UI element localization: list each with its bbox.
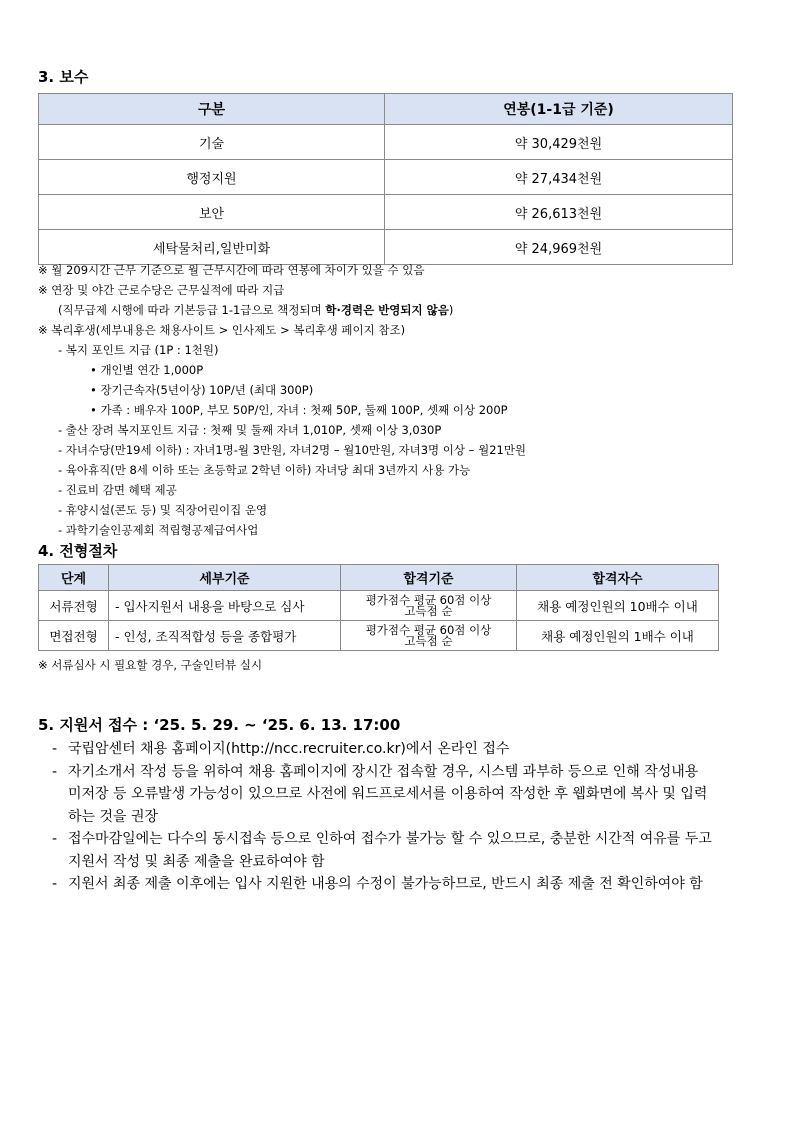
list-item: - 접수마감일에는 다수의 동시접속 등으로 인하여 접수가 불가능 할 수 있으므로, 충분한 시간적 여유를 두고 지원서 작성 및 최종 제출을 완료하여야 함 [52, 831, 712, 870]
header-detail: 세부기준 [109, 565, 341, 591]
list-item-text: 자기소개서 작성 등을 위하여 채용 홈페이지에 장시간 접속할 경우, 시스템 과부하 등으로 인해 작성내용 미저장 등 오류발생 가능성이 있으므로 사전에 워드프로세서를 이용하여 작성한 후 웹화면에 복사 및 입력하는 것을 권장 [68, 763, 708, 825]
list-item: - 지원서 최종 제출 이후에는 입사 지원한 내용의 수정이 불가능하므로, 반드시 최종 제출 전 확인하여야 함 [52, 876, 703, 892]
note-emphasis: 학·경력은 반영되지 않음 [325, 303, 449, 317]
benefit-item: - 출산 장려 복지포인트 지급 : 첫째 및 둘째 자녀 1,010P, 셋째 이상 3,030P [58, 423, 442, 437]
header-salary: 연봉(1-1급 기준) [385, 94, 733, 125]
note-text: ) [448, 303, 454, 317]
salary-notes [38, 260, 526, 540]
cell-stage: 면접전형 [39, 621, 109, 651]
cell-detail: - 입사지원서 내용을 바탕으로 심사 [109, 591, 341, 621]
section-4-title: 4. 전형절차 [38, 542, 118, 560]
cell-detail: - 인성, 조직적합성 등을 종합평가 [109, 621, 341, 651]
table-row [39, 160, 733, 195]
cell-count: 채용 예정인원의 1배수 이내 [517, 621, 719, 651]
header-count: 합격자수 [517, 565, 719, 591]
cell-category: 보안 [39, 195, 385, 230]
criteria-line: 고득점 순 [404, 633, 453, 648]
header-criteria: 합격기준 [341, 565, 517, 591]
benefit-item: - 진료비 감면 혜택 제공 [58, 483, 177, 497]
cell-criteria [341, 621, 517, 651]
benefit-subitem: • 가족 : 배우자 100P, 부모 50P/인, 자녀 : 첫째 50P, 둘째 100P, 셋째 이상 200P [90, 403, 508, 417]
header-category: 구분 [39, 94, 385, 125]
cell-category: 기술 [39, 125, 385, 160]
list-item-text: 접수마감일에는 다수의 동시접속 등으로 인하여 접수가 불가능 할 수 있으므로, 충분한 시간적 여유를 두고 지원서 작성 및 최종 제출을 완료하여야 함 [68, 831, 712, 870]
cell-salary: 약 26,613천원 [385, 195, 733, 230]
criteria-line: 고득점 순 [404, 603, 453, 618]
table-row [39, 591, 719, 621]
salary-table [38, 93, 733, 265]
list-item: - 국립암센터 채용 홈페이지(http://ncc.recruiter.co.kr)에서 온라인 접수 [52, 741, 510, 757]
selection-table [38, 564, 719, 651]
criteria-line: 평가점수 평균 60점 이상 [365, 592, 492, 607]
application-list [52, 738, 716, 896]
cell-category: 행정지원 [39, 160, 385, 195]
table-row [39, 125, 733, 160]
cell-count: 채용 예정인원의 10배수 이내 [517, 591, 719, 621]
benefit-item: - 과학기술인공제회 적립형공제급여사업 [58, 523, 259, 537]
note-text: (직무급제 시행에 따라 기본등급 1-1급으로 책정되며 [58, 303, 326, 317]
benefit-subitem: • 장기근속자(5년이상) 10P/년 (최대 300P) [90, 383, 314, 397]
cell-category: 세탁물처리,일반미화 [39, 230, 385, 265]
section-5-title: 5. 지원서 접수 : ‘25. 5. 29. ~ ‘25. 6. 13. 17:00 [38, 716, 401, 734]
table-header-row [39, 565, 719, 591]
benefit-item: - 육아휴직(만 8세 이하 또는 초등학교 2학년 이하) 자녀당 최대 3년까지 사용 가능 [58, 463, 471, 477]
cell-salary: 약 30,429천원 [385, 125, 733, 160]
cell-salary: 약 27,434천원 [385, 160, 733, 195]
note-line [38, 300, 526, 320]
header-stage: 단계 [39, 565, 109, 591]
note-line: ※ 연장 및 야간 근로수당은 근무실적에 따라 지급 [38, 283, 285, 297]
cell-criteria [341, 591, 517, 621]
benefit-item: - 휴양시설(콘도 등) 및 직장어린이집 운영 [58, 503, 268, 517]
list-item: - 자기소개서 작성 등을 위하여 채용 홈페이지에 장시간 접속할 경우, 시스템 과부하 등으로 인해 작성내용 미저장 등 오류발생 가능성이 있으므로 사전에 워드프로세서를 이용하여 작성한 후 웹화면에 복사 및 입력하는 것을 권장 [52, 763, 708, 825]
benefit-item: - 자녀수당(만19세 이하) : 자녀1명-월 3만원, 자녀2명 – 월10만원, 자녀3명 이상 – 월21만원 [58, 443, 527, 457]
list-item-text: 국립암센터 채용 홈페이지(http://ncc.recruiter.co.kr)에서 온라인 접수 [68, 741, 510, 757]
table-row [39, 195, 733, 230]
note-line: ※ 월 209시간 근무 기준으로 월 근무시간에 따라 연봉에 차이가 있을 수 있음 [38, 263, 425, 277]
section-3-title: 3. 보수 [38, 68, 89, 86]
list-item-text: 지원서 최종 제출 이후에는 입사 지원한 내용의 수정이 불가능하므로, 반드시 최종 제출 전 확인하여야 함 [68, 876, 703, 892]
table-row [39, 621, 719, 651]
note-line: ※ 복리후생(세부내용은 채용사이트 > 인사제도 > 복리후생 페이지 참조) [38, 323, 406, 337]
benefit-item: - 복지 포인트 지급 (1P : 1천원) [58, 343, 219, 357]
table-header-row [39, 94, 733, 125]
cell-salary: 약 24,969천원 [385, 230, 733, 265]
cell-stage: 서류전형 [39, 591, 109, 621]
benefit-subitem: • 개인별 연간 1,000P [90, 363, 204, 377]
selection-note: ※ 서류심사 시 필요할 경우, 구술인터뷰 실시 [38, 658, 263, 672]
criteria-line: 평가점수 평균 60점 이상 [365, 622, 492, 637]
